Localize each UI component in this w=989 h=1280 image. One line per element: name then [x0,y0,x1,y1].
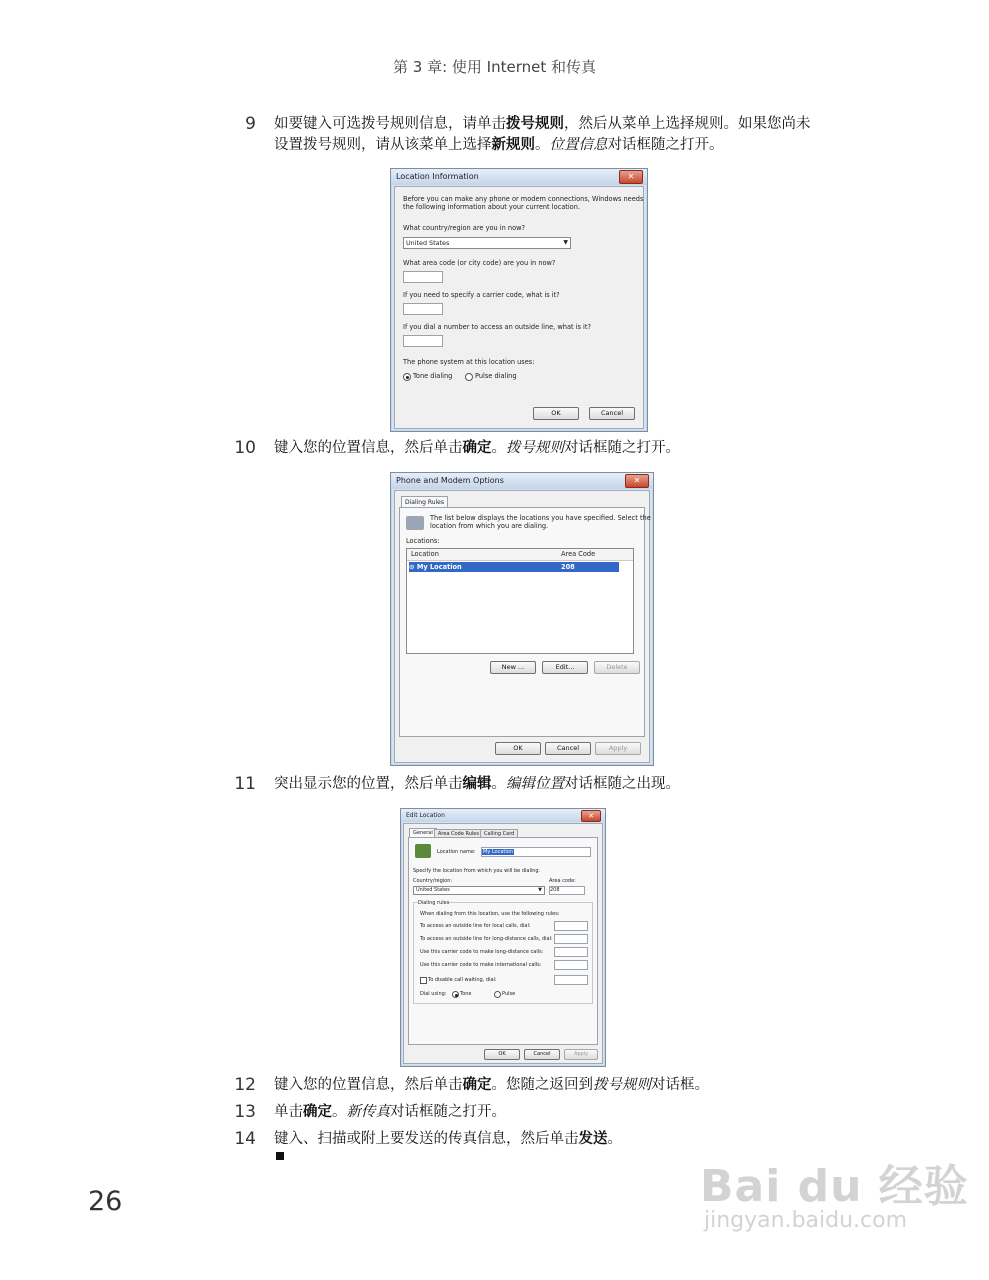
step-number: 13 [234,1102,256,1122]
tab-area-code-rules[interactable]: Area Code Rules [434,829,483,838]
pulse-label: Pulse [502,991,516,997]
list-header [407,549,633,561]
step-9-text: 如要键入可选拨号规则信息，请单击拨号规则，然后从菜单上选择规则。如果您尚未 设置拨号规则，请从该菜单上选择新规则。位置信息对话框随之打开。 [274,116,811,153]
table-row[interactable] [409,562,619,572]
group-title: Dialing rules [418,900,450,906]
ok-button[interactable]: OK [495,742,541,755]
area-question: What area code (or city code) are you in now? [403,259,556,267]
phone-icon [406,516,424,530]
cancel-button[interactable]: Cancel [545,742,591,755]
step-11-text: 突出显示您的位置，然后单击编辑。编辑位置对话框随之出现。 [274,776,680,792]
step-10-text: 键入您的位置信息，然后单击确定。拨号规则对话框随之打开。 [274,440,680,456]
dialog-body [403,823,603,1064]
pulse-dialing-label: Pulse dialing [475,372,517,380]
area-code-label: Area code: [549,878,576,884]
dialog-body [394,490,650,763]
tab-panel [399,507,651,737]
apply-button[interactable]: Apply [564,1049,598,1060]
ok-button[interactable]: OK [484,1049,520,1060]
step-number: 9 [245,114,256,134]
chevron-down-icon: ▼ [538,887,542,893]
step-number: 12 [234,1075,256,1095]
location-cell: ⊙ My Location [409,563,462,571]
area-code-input[interactable]: 208 [549,886,585,895]
pulse-dialing-radio[interactable] [465,373,473,381]
tone-label: Tone [460,991,472,997]
column-header-location[interactable]: Location [411,550,439,558]
carrier-long-input[interactable] [554,947,588,957]
chevron-down-icon: ▼ [563,239,568,246]
rule-local: To access an outside line for local calls, dial: [420,923,531,929]
step-number: 14 [234,1129,256,1149]
local-prefix-input[interactable] [554,921,588,931]
delete-button[interactable]: Delete [594,661,640,674]
carrier-code-input[interactable] [403,303,443,315]
tone-dialing-radio[interactable] [403,373,411,381]
call-waiting-select[interactable] [554,975,588,985]
location-globe-icon [415,844,431,858]
area-code-input[interactable] [403,271,443,283]
area-code-cell: 208 [561,563,575,571]
new-button[interactable]: New ... [490,661,536,674]
tab-dialing-rules[interactable]: Dialing Rules [401,496,448,508]
dialing-rules-group [413,902,593,1004]
tab-calling-card[interactable]: Calling Card [480,829,518,838]
chapter-header: 第 3 章: 使用 Internet 和传真 [393,58,596,76]
apply-button[interactable]: Apply [595,742,641,755]
phone-modem-options-dialog [390,472,654,766]
disable-call-waiting-label: To disable call waiting, dial: [428,977,497,983]
tab-panel [408,837,598,1045]
carrier-question: If you need to specify a carrier code, what is it? [403,291,560,299]
baidu-watermark-url: jingyan.baidu.com [704,1208,908,1233]
intro-line-2: the following information about your current location. [403,203,580,211]
outside-line-input[interactable] [403,335,443,347]
disable-call-waiting-checkbox[interactable] [420,977,427,984]
edit-location-dialog [400,808,606,1067]
step-number: 11 [234,774,256,794]
baidu-watermark-logo: Bai du 经验 [700,1161,969,1212]
tone-radio[interactable] [452,991,459,998]
intro-line-1: Before you can make any phone or modem connections, Windows needs [403,195,644,203]
edit-button[interactable]: Edit... [542,661,588,674]
carrier-intl-input[interactable] [554,960,588,970]
page-number: 26 [88,1186,123,1217]
end-of-section-mark [276,1152,284,1160]
rules-intro: When dialing from this location, use the following rules: [420,911,560,917]
dialog-title: Location Information [391,169,647,185]
close-icon[interactable]: ✕ [581,810,601,822]
close-icon[interactable]: ✕ [625,474,649,488]
step-13-text: 单击确定。新传真对话框随之打开。 [274,1104,506,1120]
cancel-button[interactable]: Cancel [524,1049,560,1060]
description-line-1: The list below displays the locations you have specified. Select the [430,514,651,522]
ok-button[interactable]: OK [533,407,579,420]
dialog-title: Phone and Modem Options [391,473,653,489]
outside-line-question: If you dial a number to access an outside line, what is it? [403,323,591,331]
country-select[interactable]: United States ▼ [413,886,545,895]
rule-carrier-intl: Use this carrier code to make international calls: [420,962,542,968]
cancel-button[interactable]: Cancel [589,407,635,420]
tab-general[interactable]: General [409,828,437,838]
step-14-text: 键入、扫描或附上要发送的传真信息，然后单击发送。 [274,1131,622,1147]
dial-using-label: Dial using: [420,991,447,997]
country-label: Country/region: [413,878,453,884]
pulse-radio[interactable] [494,991,501,998]
step-number: 10 [234,438,256,458]
description-line-2: location from which you are dialing. [430,522,549,530]
selected-radio-icon: ⊙ [409,563,417,571]
dialog-title: Edit Location [401,809,605,822]
tone-dialing-label: Tone dialing [413,372,453,380]
step-12-text: 键入您的位置信息，然后单击确定。您随之返回到拨号规则对话框。 [274,1077,709,1093]
location-name-label: Location name: [437,849,476,855]
column-header-area-code[interactable]: Area Code [561,550,596,558]
close-icon[interactable]: ✕ [619,170,643,184]
phone-system-question: The phone system at this location uses: [403,358,535,366]
specify-text: Specify the location from which you will be dialing. [413,868,541,874]
locations-label: Locations: [406,537,440,545]
rule-carrier-long: Use this carrier code to make long-distance calls: [420,949,544,955]
locations-list[interactable] [406,548,634,654]
location-name-input[interactable]: My Location [481,847,591,857]
rule-long-distance: To access an outside line for long-distance calls, dial: [420,936,553,942]
country-select[interactable]: United States ▼ [403,237,571,249]
location-information-dialog [390,168,648,432]
dialog-body [394,186,644,429]
country-question: What country/region are you in now? [403,224,525,232]
long-distance-prefix-input[interactable] [554,934,588,944]
